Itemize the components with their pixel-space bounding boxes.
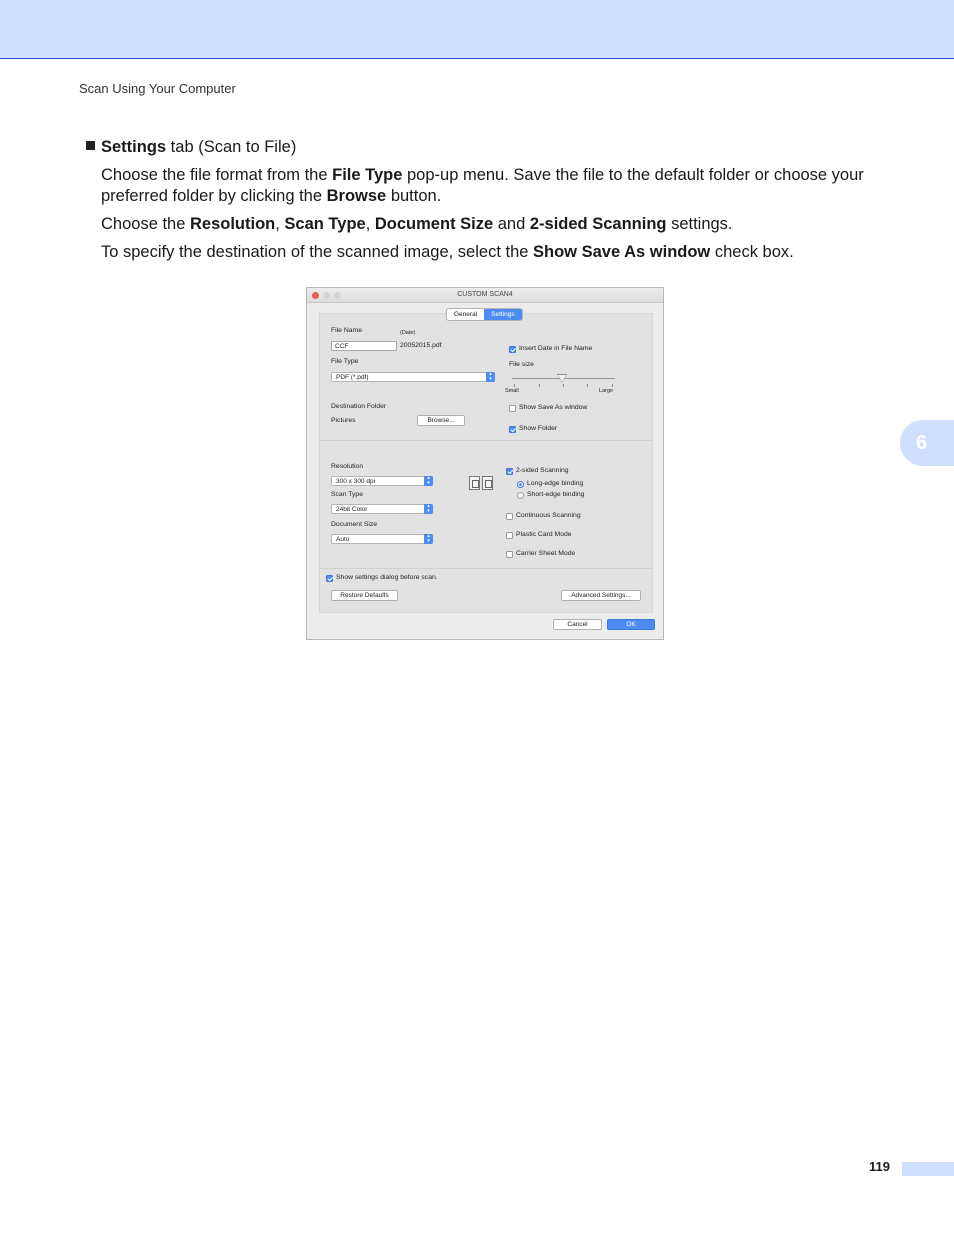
two-sided-scanning-label: 2-sided Scanning — [516, 467, 569, 474]
slider-tick — [563, 384, 564, 387]
file-type-value: PDF (*.pdf) — [336, 374, 369, 381]
long-edge-binding-label: Long-edge binding — [527, 480, 584, 487]
duplex-back-page-icon — [482, 476, 493, 490]
carrier-sheet-mode-checkbox[interactable] — [506, 551, 513, 558]
file-size-slider-thumb-fill — [558, 375, 566, 382]
continuous-scanning-checkbox[interactable] — [506, 513, 513, 520]
paragraph-2: Choose the Resolution, Scan Type, Document Size and 2-sided Scanning settings. — [101, 215, 733, 233]
short-edge-binding-label: Short-edge binding — [527, 491, 585, 498]
file-size-small-label: Small — [505, 388, 519, 394]
updown-arrows-icon: ▴ ▾ — [486, 372, 495, 382]
dialog-titlebar — [307, 288, 663, 303]
section-heading: Settings tab (Scan to File) — [101, 138, 297, 156]
bullet-square-icon — [86, 141, 95, 150]
file-name-input[interactable]: CCF — [331, 341, 397, 351]
section-divider — [320, 568, 652, 569]
scan-type-select[interactable] — [331, 504, 433, 514]
show-folder-checkbox[interactable] — [509, 426, 516, 433]
short-edge-binding-radio[interactable] — [517, 492, 524, 499]
chapter-tab: 6 — [900, 420, 954, 466]
paragraph-1-line-1: Choose the file format from the File Type pop-up menu. Save the file to the default folder or choose your — [101, 166, 864, 184]
resolution-label: Resolution — [331, 463, 364, 470]
show-folder-label: Show Folder — [519, 425, 558, 432]
plastic-card-mode-label: Plastic Card Mode — [516, 531, 572, 538]
long-edge-binding-radio[interactable] — [517, 481, 524, 488]
file-size-large-label: Large — [599, 388, 614, 394]
slider-tick — [539, 384, 540, 387]
carrier-sheet-mode-label: Carrier Sheet Mode — [516, 550, 576, 557]
document-size-value: Auto — [336, 536, 350, 543]
file-size-label: File size — [509, 361, 534, 368]
custom-scan-dialog — [306, 287, 664, 640]
two-sided-scanning-checkbox[interactable] — [506, 468, 513, 475]
dialog-title: CUSTOM SCAN4 — [457, 291, 513, 298]
date-label: (Date) — [400, 330, 416, 336]
continuous-scanning-label: Continuous Scanning — [516, 512, 581, 519]
plastic-card-mode-checkbox[interactable] — [506, 532, 513, 539]
ok-button[interactable]: OK — [607, 619, 655, 630]
file-type-select[interactable] — [331, 372, 495, 382]
show-settings-dialog-label: Show settings dialog before scan. — [336, 574, 438, 581]
running-title: Scan Using Your Computer — [79, 81, 236, 96]
document-size-label: Document Size — [331, 521, 378, 528]
advanced-settings-button[interactable]: Advanced Settings... — [561, 590, 641, 601]
page-number: 119 — [869, 1159, 890, 1174]
paragraph-3: To specify the destination of the scanned image, select the Show Save As window check box. — [101, 243, 794, 261]
show-settings-dialog-checkbox[interactable] — [326, 575, 333, 582]
paragraph-1-line-2: preferred folder by clicking the Browse button. — [101, 187, 442, 205]
document-size-select[interactable] — [331, 534, 433, 544]
slider-tick — [587, 384, 588, 387]
page-number-band — [902, 1162, 954, 1176]
updown-arrows-icon: ▴ ▾ — [424, 534, 433, 544]
resolution-select[interactable] — [331, 476, 433, 486]
insert-date-label: Insert Date in File Name — [519, 345, 593, 352]
duplex-front-page-icon — [469, 476, 480, 490]
insert-date-checkbox[interactable] — [509, 346, 516, 353]
cancel-button[interactable]: Cancel — [553, 619, 602, 630]
destination-folder-value: Pictures — [331, 417, 356, 424]
section-divider — [320, 440, 652, 441]
restore-defaults-button[interactable]: Restore Defaults — [331, 590, 398, 601]
show-save-as-label: Show Save As window — [519, 404, 588, 411]
slider-tick — [514, 384, 515, 387]
show-save-as-checkbox[interactable] — [509, 405, 516, 412]
scan-type-value: 24bit Color — [336, 506, 368, 513]
slider-tick — [612, 384, 613, 387]
file-type-label: File Type — [331, 358, 359, 365]
resolution-value: 300 x 300 dpi — [336, 478, 376, 485]
browse-button[interactable]: Browse... — [417, 415, 465, 426]
destination-folder-label: Destination Folder — [331, 403, 387, 410]
file-name-label: File Name — [331, 327, 362, 334]
tab-general[interactable]: General — [454, 311, 478, 318]
updown-arrows-icon: ▴ ▾ — [424, 504, 433, 514]
tab-bar — [446, 308, 523, 321]
scan-type-label: Scan Type — [331, 491, 363, 498]
date-value: 20052015.pdf — [400, 342, 442, 349]
updown-arrows-icon: ▴ ▾ — [424, 476, 433, 486]
tab-settings[interactable]: Settings — [484, 309, 522, 320]
page-header-band — [0, 0, 954, 59]
